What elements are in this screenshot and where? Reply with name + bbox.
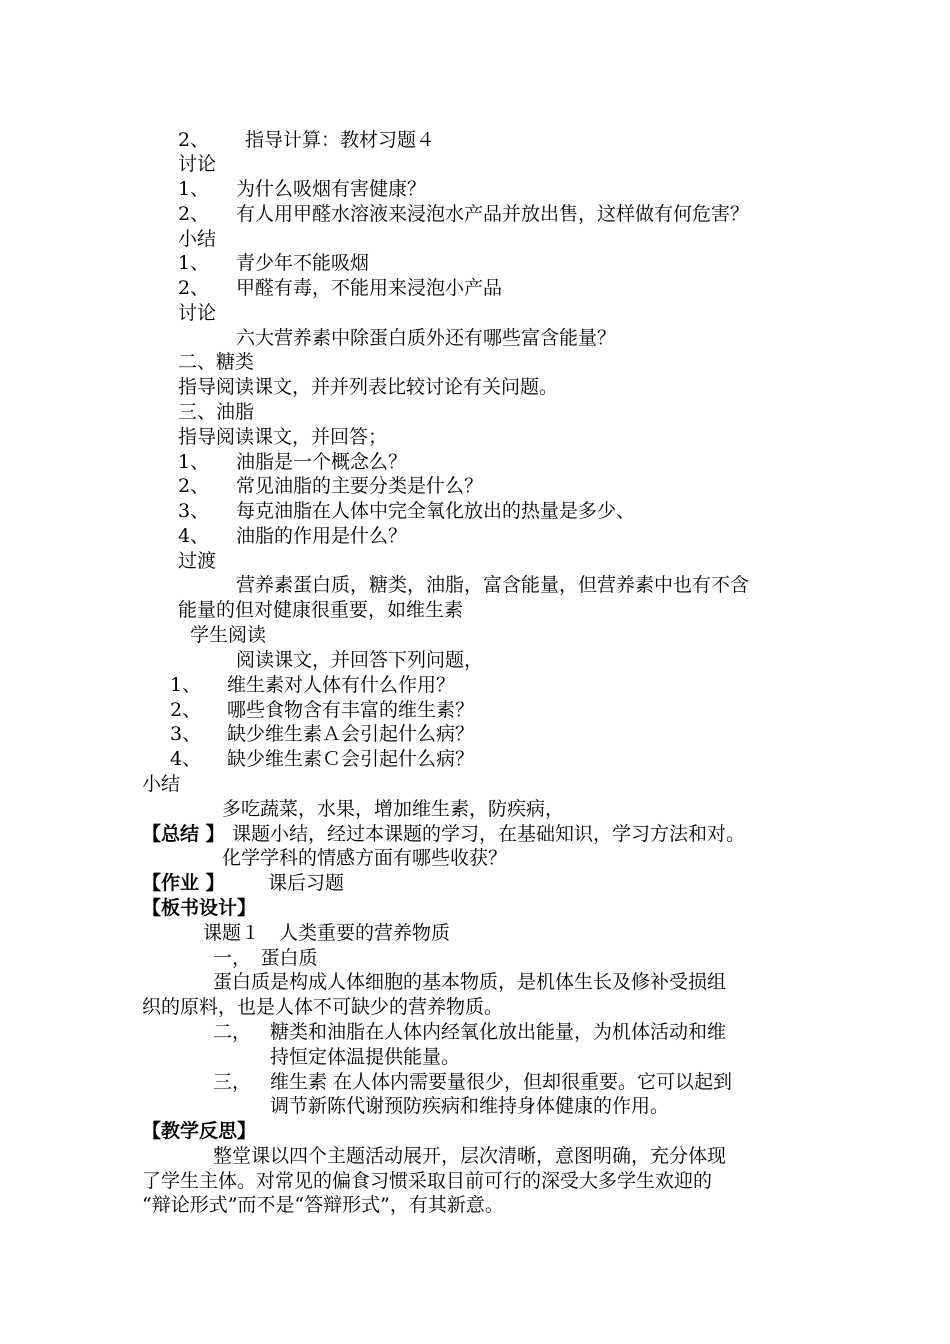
list-number: 三， — [213, 1071, 252, 1093]
list-number: 2、 — [178, 129, 210, 151]
section-heading-board-design: 【板书设计】 — [142, 897, 257, 919]
text-line: 油脂的作用是什么？ — [236, 525, 408, 547]
text-line: 常见油脂的主要分类是什么？ — [236, 475, 484, 497]
list-number: 3、 — [170, 723, 202, 745]
list-number: 1、 — [170, 674, 202, 696]
text-line: 指导阅读课文，并并列表比较讨论有关问题。 — [178, 376, 559, 398]
text-line: 六大营养素中除蛋白质外还有哪些富含能量？ — [236, 327, 617, 349]
section-heading-homework: 【作业 】 — [142, 872, 225, 894]
text-line: 指导计算：教材习题４ — [245, 129, 436, 151]
text-line: 指导阅读课文，并回答； — [178, 426, 388, 448]
text-line: 阅读课文，并回答下列问题， — [236, 649, 484, 671]
list-number: 4、 — [170, 748, 202, 770]
text-line: 缺少维生素Ａ会引起什么病？ — [227, 723, 475, 745]
text-line: 一， 蛋白质 — [213, 947, 318, 969]
text-line: 维生素对人体有什么作用？ — [227, 674, 456, 696]
text-line: 了学生主体。对常见的偏食习惯采取目前可行的深受大多学生欢迎的 — [142, 1170, 713, 1192]
text-line: 织的原料，也是人体不可缺少的营养物质。 — [142, 996, 504, 1018]
list-number: 2、 — [178, 475, 210, 497]
section-label: 学生阅读 — [190, 624, 267, 646]
text-line: 缺少维生素Ｃ会引起什么病？ — [227, 748, 475, 770]
text-line: 持恒定体温提供能量。 — [270, 1046, 461, 1068]
list-number: 2、 — [178, 203, 210, 225]
text-line: 为什么吸烟有害健康？ — [236, 178, 427, 200]
section-heading: 二、糖类 — [178, 351, 255, 373]
text-line: 课题１ 人类重要的营养物质 — [203, 922, 451, 944]
section-label: 小结 — [142, 773, 181, 795]
section-heading-reflection: 【教学反思】 — [142, 1120, 257, 1142]
text-line: 化学学科的情感方面有哪些收获？ — [222, 847, 508, 869]
text-line: 有人用甲醛水溶液来浸泡水产品并放出售，这样做有何危害？ — [236, 203, 750, 225]
text-line: 青少年不能吸烟 — [236, 252, 370, 274]
text-line: 糖类和油脂在人体内经氧化放出能量，为机体活动和维 — [270, 1021, 727, 1043]
text-line: 蛋白质是构成人体细胞的基本物质，是机体生长及修补受损组 — [213, 971, 727, 993]
text-line: 整堂课以四个主题活动展开，层次清晰，意图明确，充分体现 — [213, 1145, 727, 1167]
section-label: 讨论 — [178, 302, 217, 324]
list-number: 4、 — [178, 525, 210, 547]
list-number: 2、 — [178, 277, 210, 299]
text-line: 能量的但对健康很重要，如维生素 — [178, 599, 464, 621]
text-line: 营养素蛋白质，糖类，油脂，富含能量，但营养素中也有不含 — [236, 574, 750, 596]
section-heading-summary: 【总结 】 — [142, 823, 225, 845]
text-line: 多吃蔬菜，水果，增加维生素，防疾病， — [222, 798, 565, 820]
text-line: 哪些食物含有丰富的维生素？ — [227, 699, 475, 721]
list-number: 1、 — [178, 252, 210, 274]
text-line: 课后习题 — [268, 872, 345, 894]
text-line: 维生素 在人体内需要量很少，但却很重要。它可以起到 — [270, 1071, 733, 1093]
section-label: 小结 — [178, 228, 217, 250]
section-label: 讨论 — [178, 153, 217, 175]
list-number: 1、 — [178, 451, 210, 473]
text-line: 每克油脂在人体中完全氧化放出的热量是多少、 — [236, 500, 636, 522]
list-number: 1、 — [178, 178, 210, 200]
list-number: 2、 — [170, 699, 202, 721]
text-line: 调节新陈代谢预防疾病和维持身体健康的作用。 — [270, 1095, 670, 1117]
text-line: 课题小结，经过本课题的学习，在基础知识，学习方法和对。 — [232, 823, 746, 845]
text-line: 甲醛有毒，不能用来浸泡小产品 — [236, 277, 503, 299]
list-number: 二， — [213, 1021, 252, 1043]
section-label: 过渡 — [178, 550, 217, 572]
text-line: 油脂是一个概念么？ — [236, 451, 408, 473]
section-heading: 三、油脂 — [178, 401, 255, 423]
list-number: 3、 — [178, 500, 210, 522]
text-line: “辩论形式”而不是“答辩形式”，有其新意。 — [142, 1194, 504, 1216]
